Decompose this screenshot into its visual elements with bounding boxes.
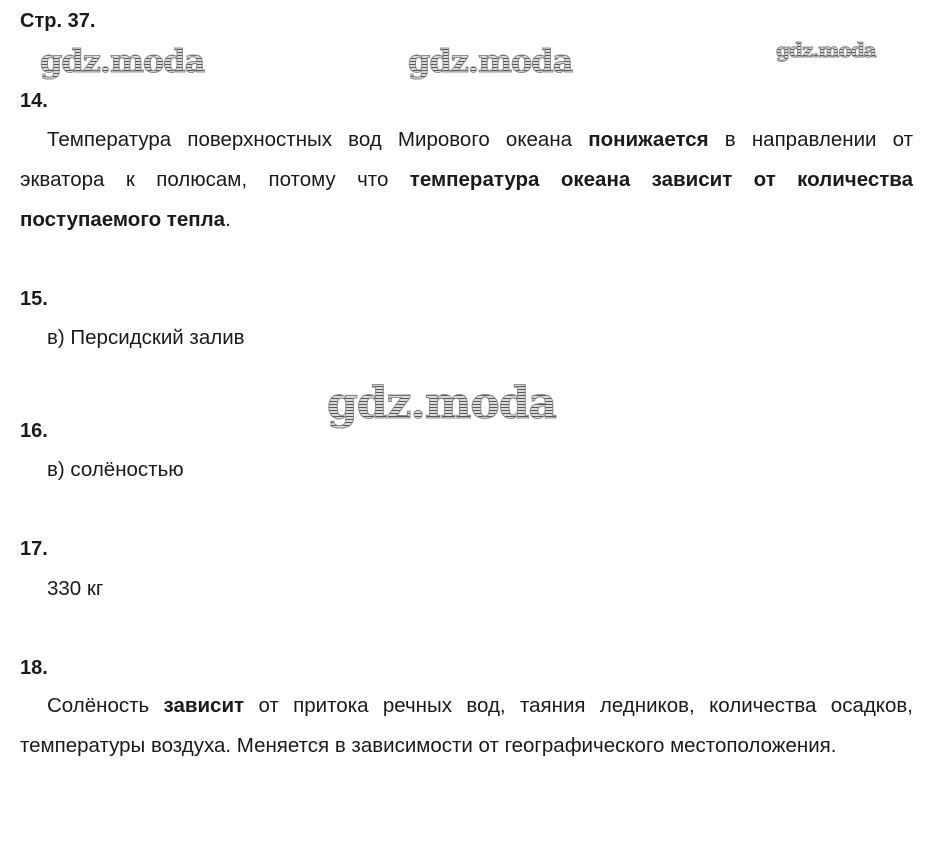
task-number-17: 17. <box>20 538 48 560</box>
text-run: в направлении от экватора к полюсам, потому что <box>20 128 914 191</box>
watermark-logo: gdz.moda <box>40 42 205 80</box>
task-14-answer <box>20 120 913 240</box>
task-number-14: 14. <box>20 90 48 112</box>
task-number-18: 18. <box>20 657 48 679</box>
task-17-answer: 330 кг <box>47 577 104 600</box>
bold-text: зависит <box>163 694 245 717</box>
task-15-answer: в) Персидский залив <box>47 326 245 349</box>
task-18-answer <box>20 686 913 766</box>
task-number-16: 16. <box>20 420 48 442</box>
watermark-logo: gdz.moda <box>408 42 573 80</box>
text-run: от притока речных вод, таяния ледников, количества осадков, температуры воздуха. Меняется в зависимости от географического местоположения. <box>20 694 913 757</box>
text-run: Солёность <box>47 694 164 717</box>
text-run: Температура поверхностных вод Мирового океана <box>47 128 589 151</box>
bold-text: понижается <box>588 128 709 151</box>
page-header: Стр. 37. <box>20 10 96 32</box>
bold-text: температура океана зависит от количества поступаемого тепла <box>20 168 913 231</box>
watermark-logo: gdz.moda <box>327 378 557 429</box>
text-run: . <box>225 208 231 231</box>
watermark-logo: gdz.moda <box>776 38 876 62</box>
task-16-answer: в) солёностью <box>47 458 184 481</box>
task-number-15: 15. <box>20 288 48 310</box>
